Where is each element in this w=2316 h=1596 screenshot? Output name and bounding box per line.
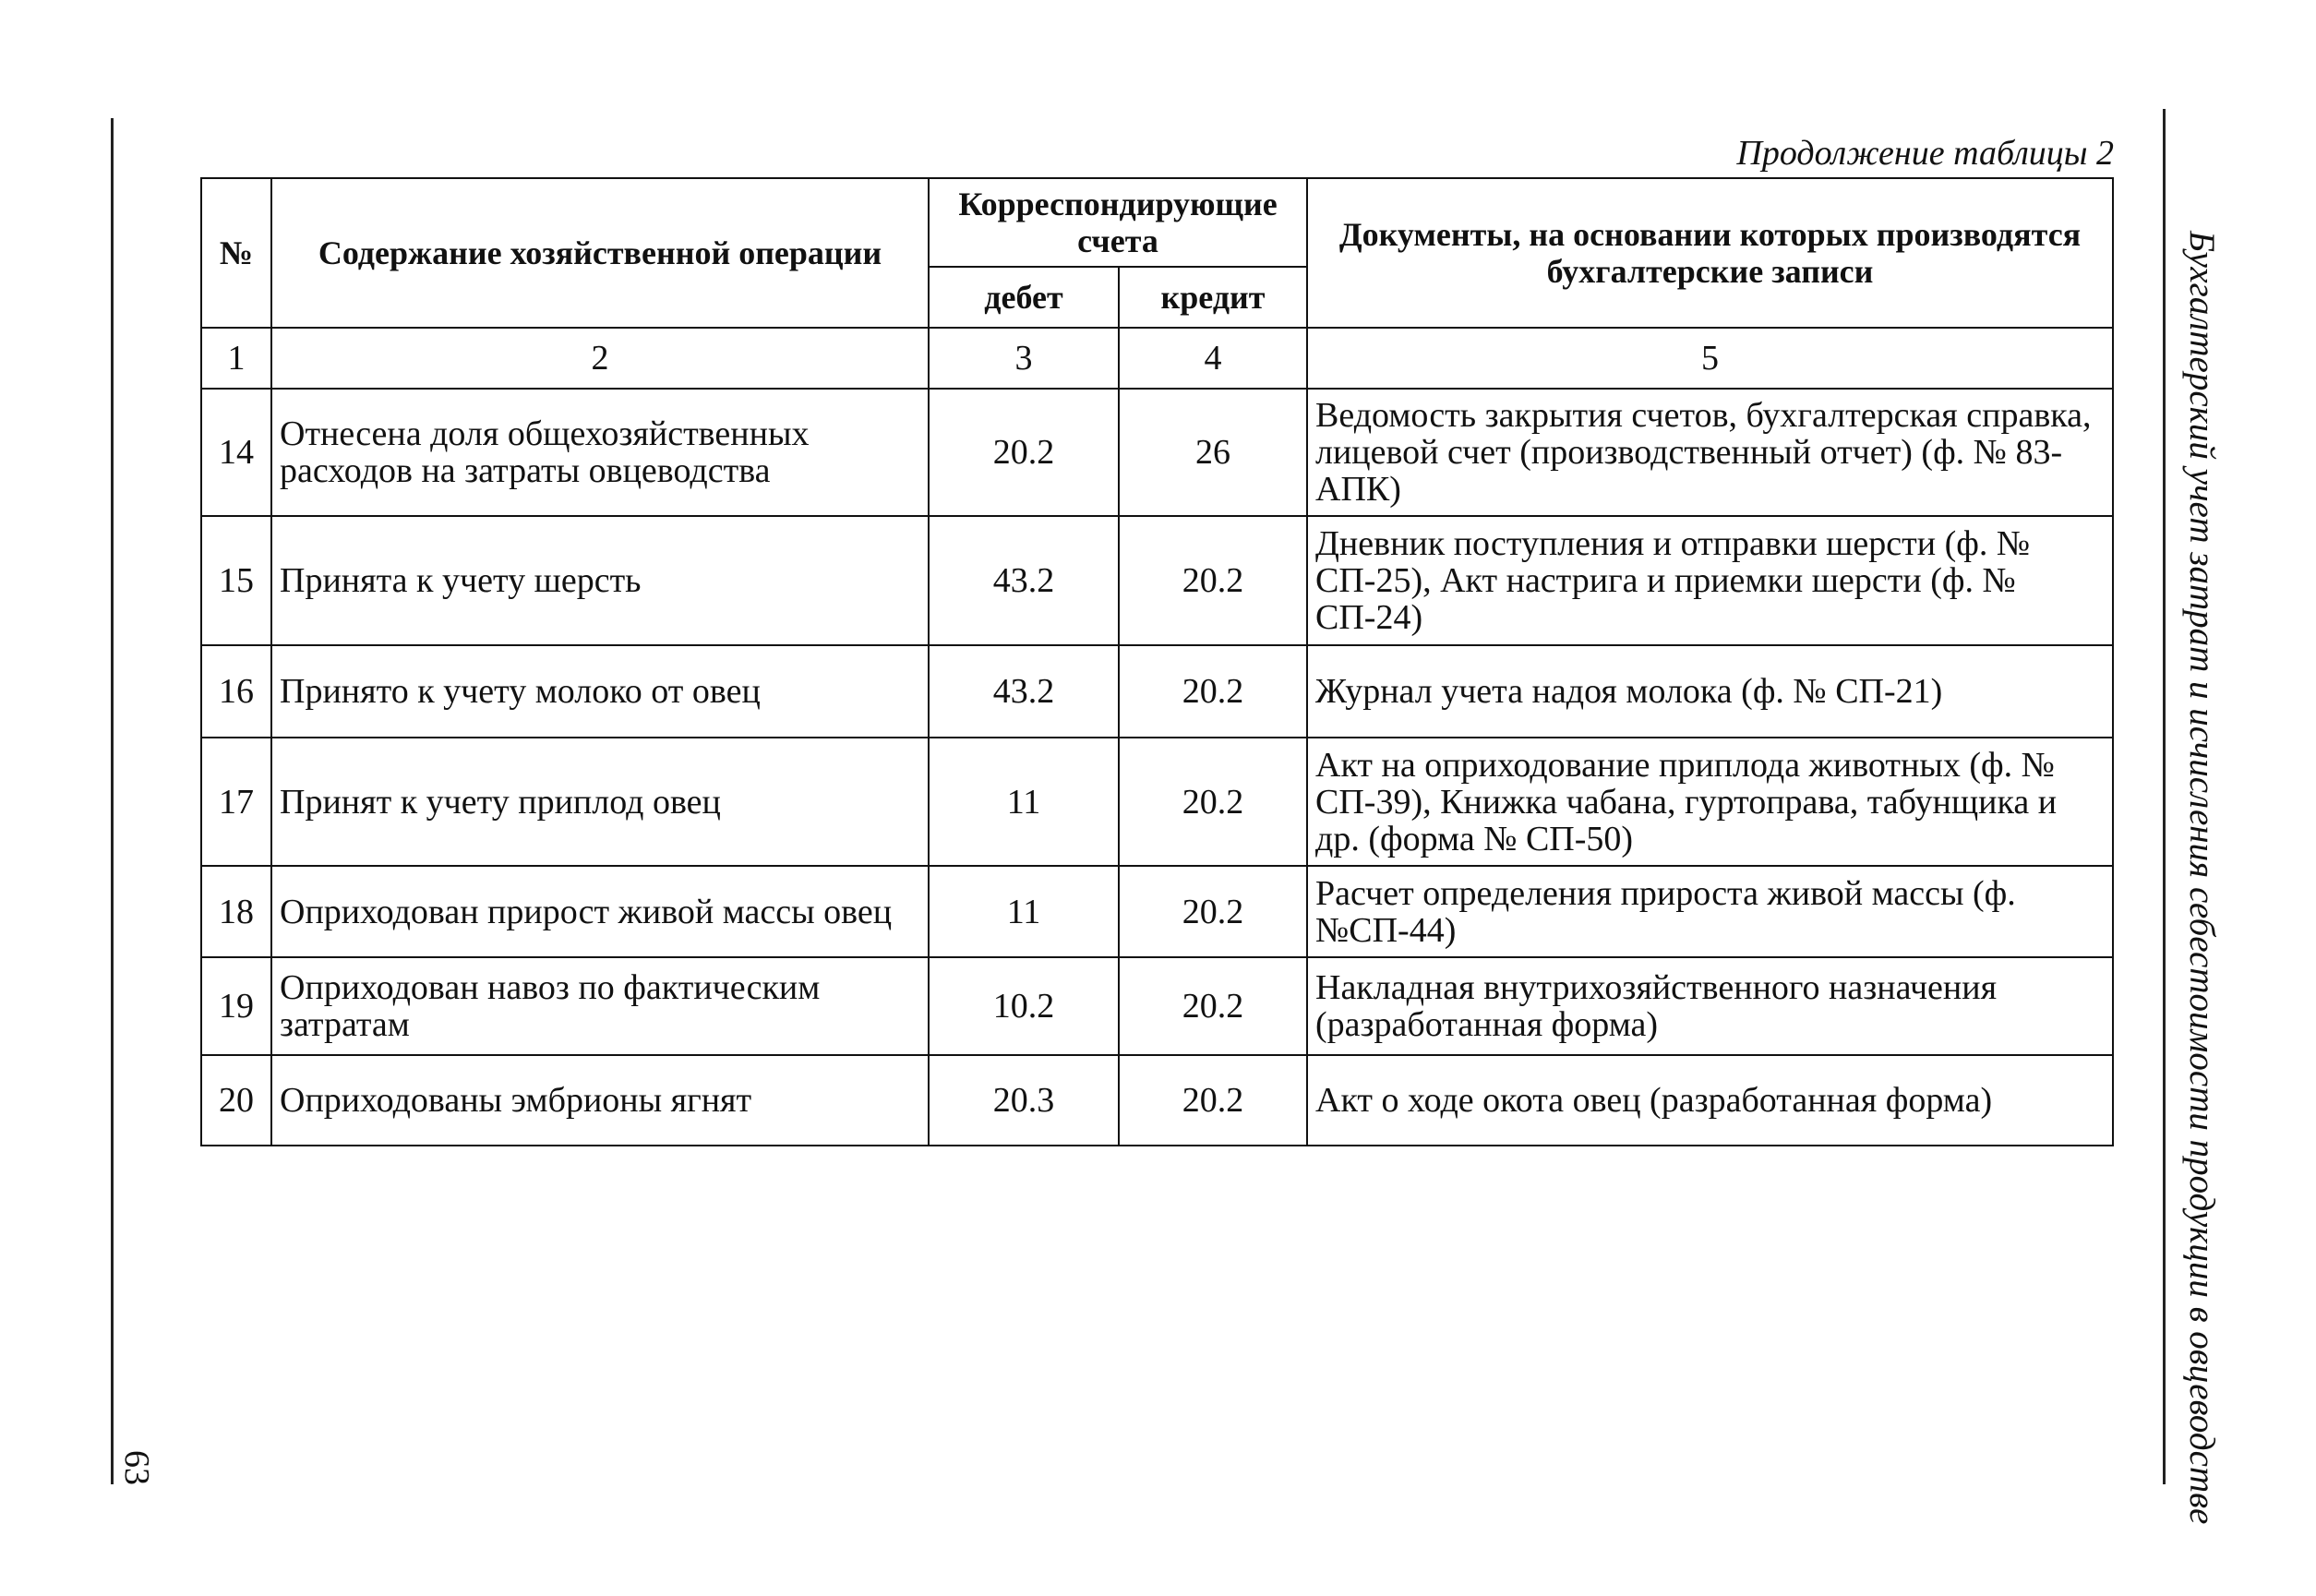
- operation-cell: Оприходован прирост живой массы овец: [271, 866, 929, 957]
- debit-cell: 11: [929, 738, 1119, 866]
- debit-cell: 20.3: [929, 1055, 1119, 1146]
- row-number: 15: [201, 516, 271, 645]
- header-documents: Документы, на основании которых производятся бухгалтерские записи: [1307, 178, 2113, 328]
- page-number: 63: [117, 1450, 156, 1485]
- debit-cell: 43.2: [929, 516, 1119, 645]
- operation-cell: Оприходован навоз по фактическим затратам: [271, 957, 929, 1055]
- credit-cell: 20.2: [1119, 516, 1307, 645]
- row-number: 18: [201, 866, 271, 957]
- right-margin-rule: [2163, 109, 2166, 1484]
- operation-cell: Принята к учету шерсть: [271, 516, 929, 645]
- documents-cell: Накладная внутрихозяйственного назначения (разработанная форма): [1307, 957, 2113, 1055]
- operation-cell: Отнесена доля общехозяйственных расходов на затраты овцеводства: [271, 389, 929, 516]
- debit-cell: 43.2: [929, 645, 1119, 738]
- credit-cell: 20.2: [1119, 738, 1307, 866]
- credit-cell: 20.2: [1119, 1055, 1307, 1146]
- table-header: [201, 178, 2113, 328]
- header-debit: дебет: [929, 267, 1119, 328]
- credit-cell: 20.2: [1119, 645, 1307, 738]
- row-number: 17: [201, 738, 271, 866]
- documents-cell: Журнал учета надоя молока (ф. № СП-21): [1307, 645, 2113, 738]
- debit-cell: 10.2: [929, 957, 1119, 1055]
- accounting-table: [200, 177, 2114, 1146]
- header-accounts: Корреспондирующие счета: [929, 178, 1307, 267]
- operation-cell: Оприходованы эмбрионы ягнят: [271, 1055, 929, 1146]
- table-row: [201, 866, 2113, 957]
- table-row: [201, 738, 2113, 866]
- header-row-1: [201, 178, 2113, 267]
- row-number: 16: [201, 645, 271, 738]
- table-row: [201, 1055, 2113, 1146]
- column-number: 1: [201, 328, 271, 389]
- documents-cell: Расчет определения прироста живой массы (ф. №СП-44): [1307, 866, 2113, 957]
- debit-cell: 11: [929, 866, 1119, 957]
- documents-cell: Ведомость закрытия счетов, бухгалтерская справка, лицевой счет (производственный отчет) (ф. № 83-АПК): [1307, 389, 2113, 516]
- table-continuation-caption: Продолжение таблицы 2: [1736, 134, 2114, 173]
- table-row: [201, 516, 2113, 645]
- table-row: [201, 645, 2113, 738]
- table-row: [201, 389, 2113, 516]
- header-operation: Содержание хозяйственной операции: [271, 178, 929, 328]
- row-number: 20: [201, 1055, 271, 1146]
- row-number: 19: [201, 957, 271, 1055]
- row-number: 14: [201, 389, 271, 516]
- column-number: 3: [929, 328, 1119, 389]
- table-body: [201, 328, 2113, 1146]
- credit-cell: 20.2: [1119, 866, 1307, 957]
- column-number: 2: [271, 328, 929, 389]
- header-num: №: [201, 178, 271, 328]
- documents-cell: Акт о ходе окота овец (разработанная форма): [1307, 1055, 2113, 1146]
- table-row: [201, 957, 2113, 1055]
- running-title: Бухгалтерский учет затрат и исчисления себестоимости продукции в овцеводстве: [2182, 231, 2222, 1525]
- column-number-row: [201, 328, 2113, 389]
- header-credit: кредит: [1119, 267, 1307, 328]
- operation-cell: Принято к учету молоко от овец: [271, 645, 929, 738]
- column-number: 5: [1307, 328, 2113, 389]
- left-margin-rule: [111, 118, 114, 1484]
- column-number: 4: [1119, 328, 1307, 389]
- documents-cell: Акт на оприходование приплода животных (ф. № СП-39), Книжка чабана, гуртоправа, табунщика и др. (форма № СП-50): [1307, 738, 2113, 866]
- credit-cell: 20.2: [1119, 957, 1307, 1055]
- documents-cell: Дневник поступления и отправки шерсти (ф. № СП-25), Акт настрига и приемки шерсти (ф. № СП-24): [1307, 516, 2113, 645]
- debit-cell: 20.2: [929, 389, 1119, 516]
- credit-cell: 26: [1119, 389, 1307, 516]
- operation-cell: Принят к учету приплод овец: [271, 738, 929, 866]
